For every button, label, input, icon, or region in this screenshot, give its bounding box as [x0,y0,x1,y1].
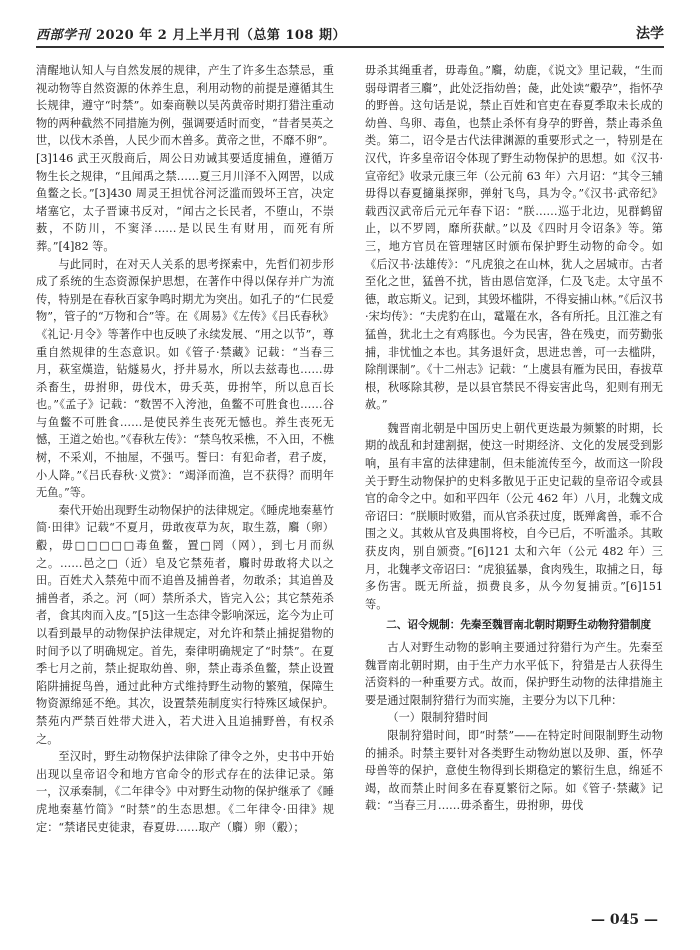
journal-logo: 西部学刊 [36,28,91,43]
journal-title [36,24,346,43]
paragraph: 毋杀其绳重者，毋毒鱼。”麛，幼鹿，《说文》里记载，“生而弱母谓者三麛”，此处泛指幼兽；彘，此处读“鷇孕”，指怀孕的野兽。这句话是说，禁止百姓和官吏在春夏季取未长成的幼兽、鸟卵、毒鱼，也禁止杀怀有身孕的野兽，禁止毒杀鱼类。第二，诏令是古代法律渊源的重要形式之一，特别是在汉代，许多皇帝诏令体现了野生动物保护的思想。如《汉书·宣帝纪》收录元康三年（公元前 63 年）六月诏：“其令三辅毋得以春夏擿巢探卵，弹射飞鸟，具为令。”《汉书·武帝纪》载西汉武帝后元元年春下诏：“朕……巡于北边，见群鹤留止，以不罗罔，靡所获献。”以及《四时月令诏条》等。第三，地方官员在管理辖区时颁布保护野生动物的命令。如《后汉书·法雄传》：“凡虎狼之在山林，犹人之居城市。古者至化之世，猛兽不扰，皆由恩信宽泽，仁及飞走。太守虽不德，敢忘斯义。记到，其毁坏槛阱，不得妄捕山林。”《后汉书·宋均传》：“夫虎豹在山，鼋鼍在水，各有所托。且江淮之有猛兽，犹北土之有鸡豚也。今为民害，咎在残吏，而劳勤张捕，非忧恤之本也。其务退奸贪，思进忠善，可一去槛阱，除削课制”。《十二州志》记载：“上虞县有雁为民田，春拔草根，秋啄除其秽，是以县官禁民不得妄害此鸟，犯则有刑无赦。” [365,64,663,412]
subsection-heading: （一）限制狩猎时间 [387,711,489,725]
paragraph: 至汉时，野生动物保护法律除了律令之外，史书中开始出现以皇帝诏令和地方官命令的形式存在的法律记录。第一，汉承秦制，《二年律令》中对野生动物的保护继承了《睡虎地秦墓竹简》“时禁”的生态思想。《二年律令·田律》规定：“禁诸民吏徒隶，春夏毋……取产（麛）卵（鷇）； [36,750,334,834]
paragraph: 古人对野生动物的影响主要通过狩猎行为产生。先秦至魏晋南北朝时期，由于生产力水平低下，狩猎是古人获得生活资料的一种重要方式。故而，保护野生动物的法律措施主要是通过限制狩猎行为而实施，主要分为以下几种： [365,641,663,707]
paragraph: 与此同时，在对天人关系的思考探索中，先哲们初步形成了系统的生态资源保护思想，在著作中得以保存并广为流传，特别是在春秋百家争鸣时期尤为突出。如孔子的“仁民爱物”，管子的“万物和合”等。在《周易》《左传》《吕氏春秋》《礼记·月令》等著作中也反映了永续发展、“用之以节”，尊重自然规律的生态意识。如《管子·禁藏》记载：“当春三月，萩室熯造，钻燧易火，抒井易水，所以去兹毒也……毋杀畜生，毋拊卵，毋伐木，毋夭英，毋拊竿，所以息百长也。”《孟子》记载：“数罟不入洿池，鱼鳖不可胜食也……谷与鱼鳖不可胜食……是使民养生丧死无憾也。养生丧死无憾，王道之始也。”《春秋左传》：“禁鸟牧采樵，不入田，不樵树，不采刈，不抽屋，不强丐。誓曰：有犯命者，君子废，小人降。”《吕氏春秋·义赏》：“竭泽而渔，岂不获得？而明年无鱼。”等。 [36,257,334,500]
right-column [365,62,663,815]
section-heading: 二、诏令规制：先秦至魏晋南北朝时期野生动物狩猎制度 [386,619,652,632]
page-number: — 045 — [591,912,658,928]
issue-info: 2020 年 2 月上半月刊（总第 108 期） [96,28,347,43]
paragraph: 秦代开始出现野生动物保护的法律规定。《睡虎地秦墓竹简·田律》记载“不夏月，毋敢夜草为灰，取生荔，麛（卵）鷇，毋□□□□□毒鱼鳖，置□罔（网），到七月而纵之。……邑之□（近）皂及它禁苑者，麛时毋敢将犬以之田。百姓犬入禁苑中而不追兽及捕兽者，勿敢杀；其追兽及捕兽者，杀之。河（呵）禁所杀犬，皆完入公；其它禁苑杀者，食其肉而入皮。”[5]这一生态律令影响深远，迄今为止可以看到最早的动物保护法律规定，对允许和禁止捕捉猎物的时间予以了明确规定。首先，秦律明确规定了“时禁”。在夏季七月之前，禁止捉取幼兽、卵，禁止毒杀鱼鳖，禁止设置陷阱捕捉鸟兽，通过此种方式维持野生动物的繁殖，保障生物资源绵延不绝。其次，设置禁苑制度实行特殊区域保护。禁苑内严禁百姓带犬进入，若犬进入且追捕野兽，有权杀之。 [36,503,334,746]
paragraph: 魏晋南北朝是中国历史上朝代更迭最为频繁的时期，长期的战乱和封建割据，使这一时期经济、文化的发展受到影响，虽有丰富的法律建制，但未能流传至今，故而这一阶段关于野生动物保护的史料多散见于正史记载的皇帝诏令或县官的命令之中。如和平四年（公元 462 年）八月，北魏文成帝诏曰：“朕顺时败猎，而从官杀获过度，既殚禽兽，乖不合围之义。其敕从官及典围将校，自今已后，不听滥杀。其畋获皮肉，别自颁赍。”[6]121 太和六年（公元 482 年）三月，北魏孝文帝诏曰：“虎狼猛暴，食肉残生，取捕之日，每多伤害。既无所益，损费良多，从今勿复捕贡。”[6]151 等。 [365,421,663,611]
paragraph: 清醒地认知人与自然发展的规律，产生了许多生态禁忌，重视动物等自然资源的休养生息，利用动物的前提是遵循其生长规律，遵守“时禁”。如秦商鞅以吴芮黄帝时期打猎注重动物的两种截然不同措施为例，强调要适时而变，“昔者昊英之世，以伐木杀兽，人民少而木兽多。黄帝之世，不靡不卵”。[3]146 武王灭殷商后，周公日劝诫其要适度捕鱼，遵循万物生长之规律，“且闻禹之禁……夏三月川泽不入网罟，以成鱼鳖之长。”[3]430 周灵王担忧谷河泛滥而毁坏王宫，决定堵塞它，太子晋谏书反对，“闻古之长民者，不堕山，不崇薮，不防川，不窦泽……是以民生有财用，而死有所葬。”[4]82 等。 [36,64,334,253]
left-column [36,62,334,836]
section-label: 法学 [636,26,664,42]
paragraph: 限制狩猎时间，即“时禁”——在特定时间限制野生动物的捕杀。时禁主要针对各类野生动物幼崽以及卵、蛋，怀孕母兽等的保护，意使生物得到长期稳定的繁衍生息，绵延不竭，故而禁止时间多在春夏繁衍之际。如《管子·禁藏》记载：“当春三月……毋杀畜生，毋拊卵，毋伐 [365,728,663,813]
page-header [36,22,664,48]
